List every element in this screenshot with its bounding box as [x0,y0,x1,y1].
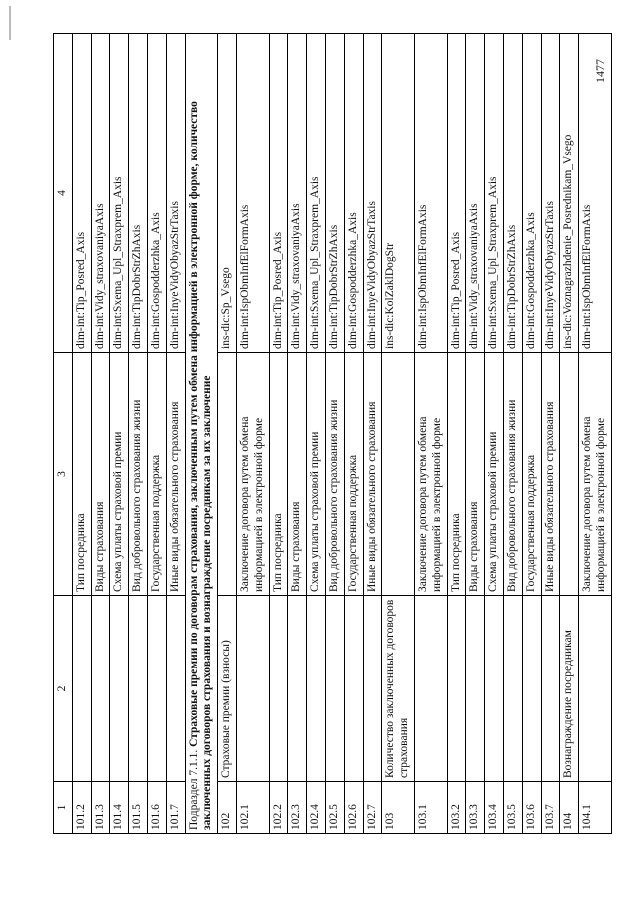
table-row [269,34,288,834]
page-number: 1477 [593,59,607,83]
row-number: 103.5 [503,782,522,834]
row-axis-code: dim-int:Sxema_Upl_Straxprem_Axis [307,34,326,353]
row-axis-code: ins-dic:Sp_Vsego [218,34,237,353]
row-dimension: Виды страхования [91,353,110,596]
row-dimension: Иные виды обязательного страхования [541,353,560,596]
table-row [466,34,485,834]
row-axis-code: dim-int:Gospodderzhka_Axis [522,34,541,353]
row-dimension: Заключение договора путем обмена информацией в электронной форме [414,353,447,596]
row-indicator: Количество заключенных договоров страхования [382,596,415,782]
row-number: 101.3 [91,782,110,834]
row-indicator [147,596,166,782]
row-indicator [485,596,504,782]
row-dimension: Тип посредника [447,353,466,596]
row-axis-code: dim-int:Tip_Posred_Axis [447,34,466,353]
row-number: 101.2 [72,782,91,834]
row-number: 103.4 [485,782,504,834]
row-indicator [447,596,466,782]
table-row [236,34,269,834]
table-row [522,34,541,834]
table-body-bottom [218,34,612,834]
row-number: 102.7 [363,782,382,834]
row-number: 102.3 [288,782,307,834]
row-dimension: Вид добровольного страхования жизни [325,353,344,596]
row-indicator [236,596,269,782]
table-row [147,34,166,834]
row-dimension: Государственная поддержка [344,353,363,596]
row-indicator [129,596,148,782]
row-dimension [218,353,237,596]
row-axis-code: dim-int:TipDobrStrZhAxis [129,34,148,353]
row-number: 101.5 [129,782,148,834]
table-row [166,34,185,834]
table-row [485,34,504,834]
row-indicator [522,596,541,782]
table-row [579,34,612,834]
section-heading [185,34,218,834]
row-indicator: Страховые премии (взносы) [218,596,237,782]
row-axis-code: dim-int:Gospodderzhka_Axis [344,34,363,353]
row-number: 102.1 [236,782,269,834]
table-row [110,34,129,834]
row-indicator [325,596,344,782]
table-row [344,34,363,834]
row-indicator [110,596,129,782]
row-axis-code: dim-int:IspObmInfElFormAxis [414,34,447,353]
row-axis-code: dim-int:Vidy_straxovaniyaAxis [288,34,307,353]
header-cell: 4 [54,34,73,353]
row-number: 101.7 [166,782,185,834]
row-number: 102.2 [269,782,288,834]
table-body-top [72,34,185,834]
row-dimension: Схема уплаты страховой премии [110,353,129,596]
row-indicator [269,596,288,782]
table-row [288,34,307,834]
row-indicator [414,596,447,782]
row-axis-code: ins-dic:KolZaklDogStr [382,34,415,353]
row-dimension: Виды страхования [466,353,485,596]
row-dimension: Иные виды обязательного страхования [166,353,185,596]
row-number: 104 [560,782,579,834]
section-title: Страховые премии по договорам страхования, заключенным путем обмена информацией в электронной форме, количество заключенных договоров страхования и вознаграждение посредникам за их заключение [187,101,214,830]
row-axis-code: dim-int:Tip_Posred_Axis [72,34,91,353]
table-row [129,34,148,834]
row-axis-code: dim-int:InyeVidyObyazStrTaxis [363,34,382,353]
row-indicator: Вознаграждение посредникам [560,596,579,782]
row-axis-code: dim-int:InyeVidyObyazStrTaxis [166,34,185,353]
row-dimension: Заключение договора путем обмена информацией в электронной форме [579,353,612,596]
row-number: 103.1 [414,782,447,834]
row-number: 102.4 [307,782,326,834]
row-axis-code: dim-int:Vidy_straxovaniyaAxis [91,34,110,353]
row-axis-code: ins-dic:Voznagrazhdenie_Posrednikam_Vsego [560,34,579,353]
header-cell: 2 [54,596,73,782]
row-dimension: Схема уплаты страховой премии [485,353,504,596]
row-dimension: Схема уплаты страховой премии [307,353,326,596]
row-axis-code: dim-int:TipDobrStrZhAxis [325,34,344,353]
row-indicator [541,596,560,782]
row-axis-code: dim-int:TipDobrStrZhAxis [503,34,522,353]
row-dimension: Иные виды обязательного страхования [363,353,382,596]
row-axis-code: dim-int:Sxema_Upl_Straxprem_Axis [110,34,129,353]
table-row [503,34,522,834]
row-indicator [166,596,185,782]
row-dimension: Вид добровольного страхования жизни [129,353,148,596]
row-dimension: Виды страхования [288,353,307,596]
row-number: 104.1 [579,782,612,834]
row-dimension: Заключение договора путем обмена информацией в электронной форме [236,353,269,596]
table-row [325,34,344,834]
margin-mark [9,6,11,40]
row-number: 101.6 [147,782,166,834]
row-number: 102.5 [325,782,344,834]
row-indicator [288,596,307,782]
row-number: 103.2 [447,782,466,834]
row-number: 103 [382,782,415,834]
row-dimension: Вид добровольного страхования жизни [503,353,522,596]
section-body [185,34,218,834]
row-axis-code: dim-int:IspObmInfElFormAxis [236,34,269,353]
row-axis-code: dim-int:Gospodderzhka_Axis [147,34,166,353]
table-row [541,34,560,834]
dimension-table [53,33,612,834]
section-row [185,34,218,834]
row-indicator [466,596,485,782]
row-dimension: Государственная поддержка [522,353,541,596]
row-indicator [91,596,110,782]
row-axis-code: dim-int:IspObmInfElFormAxis [579,34,612,353]
row-number: 101.4 [110,782,129,834]
row-number: 103.3 [466,782,485,834]
table-row [560,34,579,834]
row-dimension [382,353,415,596]
row-number: 103.7 [541,782,560,834]
table-row [414,34,447,834]
row-axis-code: dim-int:Vidy_straxovaniyaAxis [466,34,485,353]
table-row [382,34,415,834]
table-row [72,34,91,834]
row-indicator [503,596,522,782]
row-indicator [579,596,612,782]
row-axis-code: dim-int:Sxema_Upl_Straxprem_Axis [485,34,504,353]
header-row [54,34,73,834]
row-dimension [560,353,579,596]
table-row [307,34,326,834]
table-row [447,34,466,834]
section-prefix: Подраздел 7.1.1. [187,746,200,830]
header-cell: 1 [54,782,73,834]
row-axis-code: dim-int:Tip_Posred_Axis [269,34,288,353]
row-axis-code: dim-int:InyeVidyObyazStrTaxis [541,34,560,353]
row-number: 102 [218,782,237,834]
row-number: 102.6 [344,782,363,834]
table-row [91,34,110,834]
table-row [218,34,237,834]
row-dimension: Тип посредника [269,353,288,596]
row-indicator [344,596,363,782]
row-indicator [363,596,382,782]
row-number: 103.6 [522,782,541,834]
header-cell: 3 [54,353,73,596]
row-indicator [72,596,91,782]
row-dimension: Государственная поддержка [147,353,166,596]
row-dimension: Тип посредника [72,353,91,596]
table-row [363,34,382,834]
row-indicator [307,596,326,782]
